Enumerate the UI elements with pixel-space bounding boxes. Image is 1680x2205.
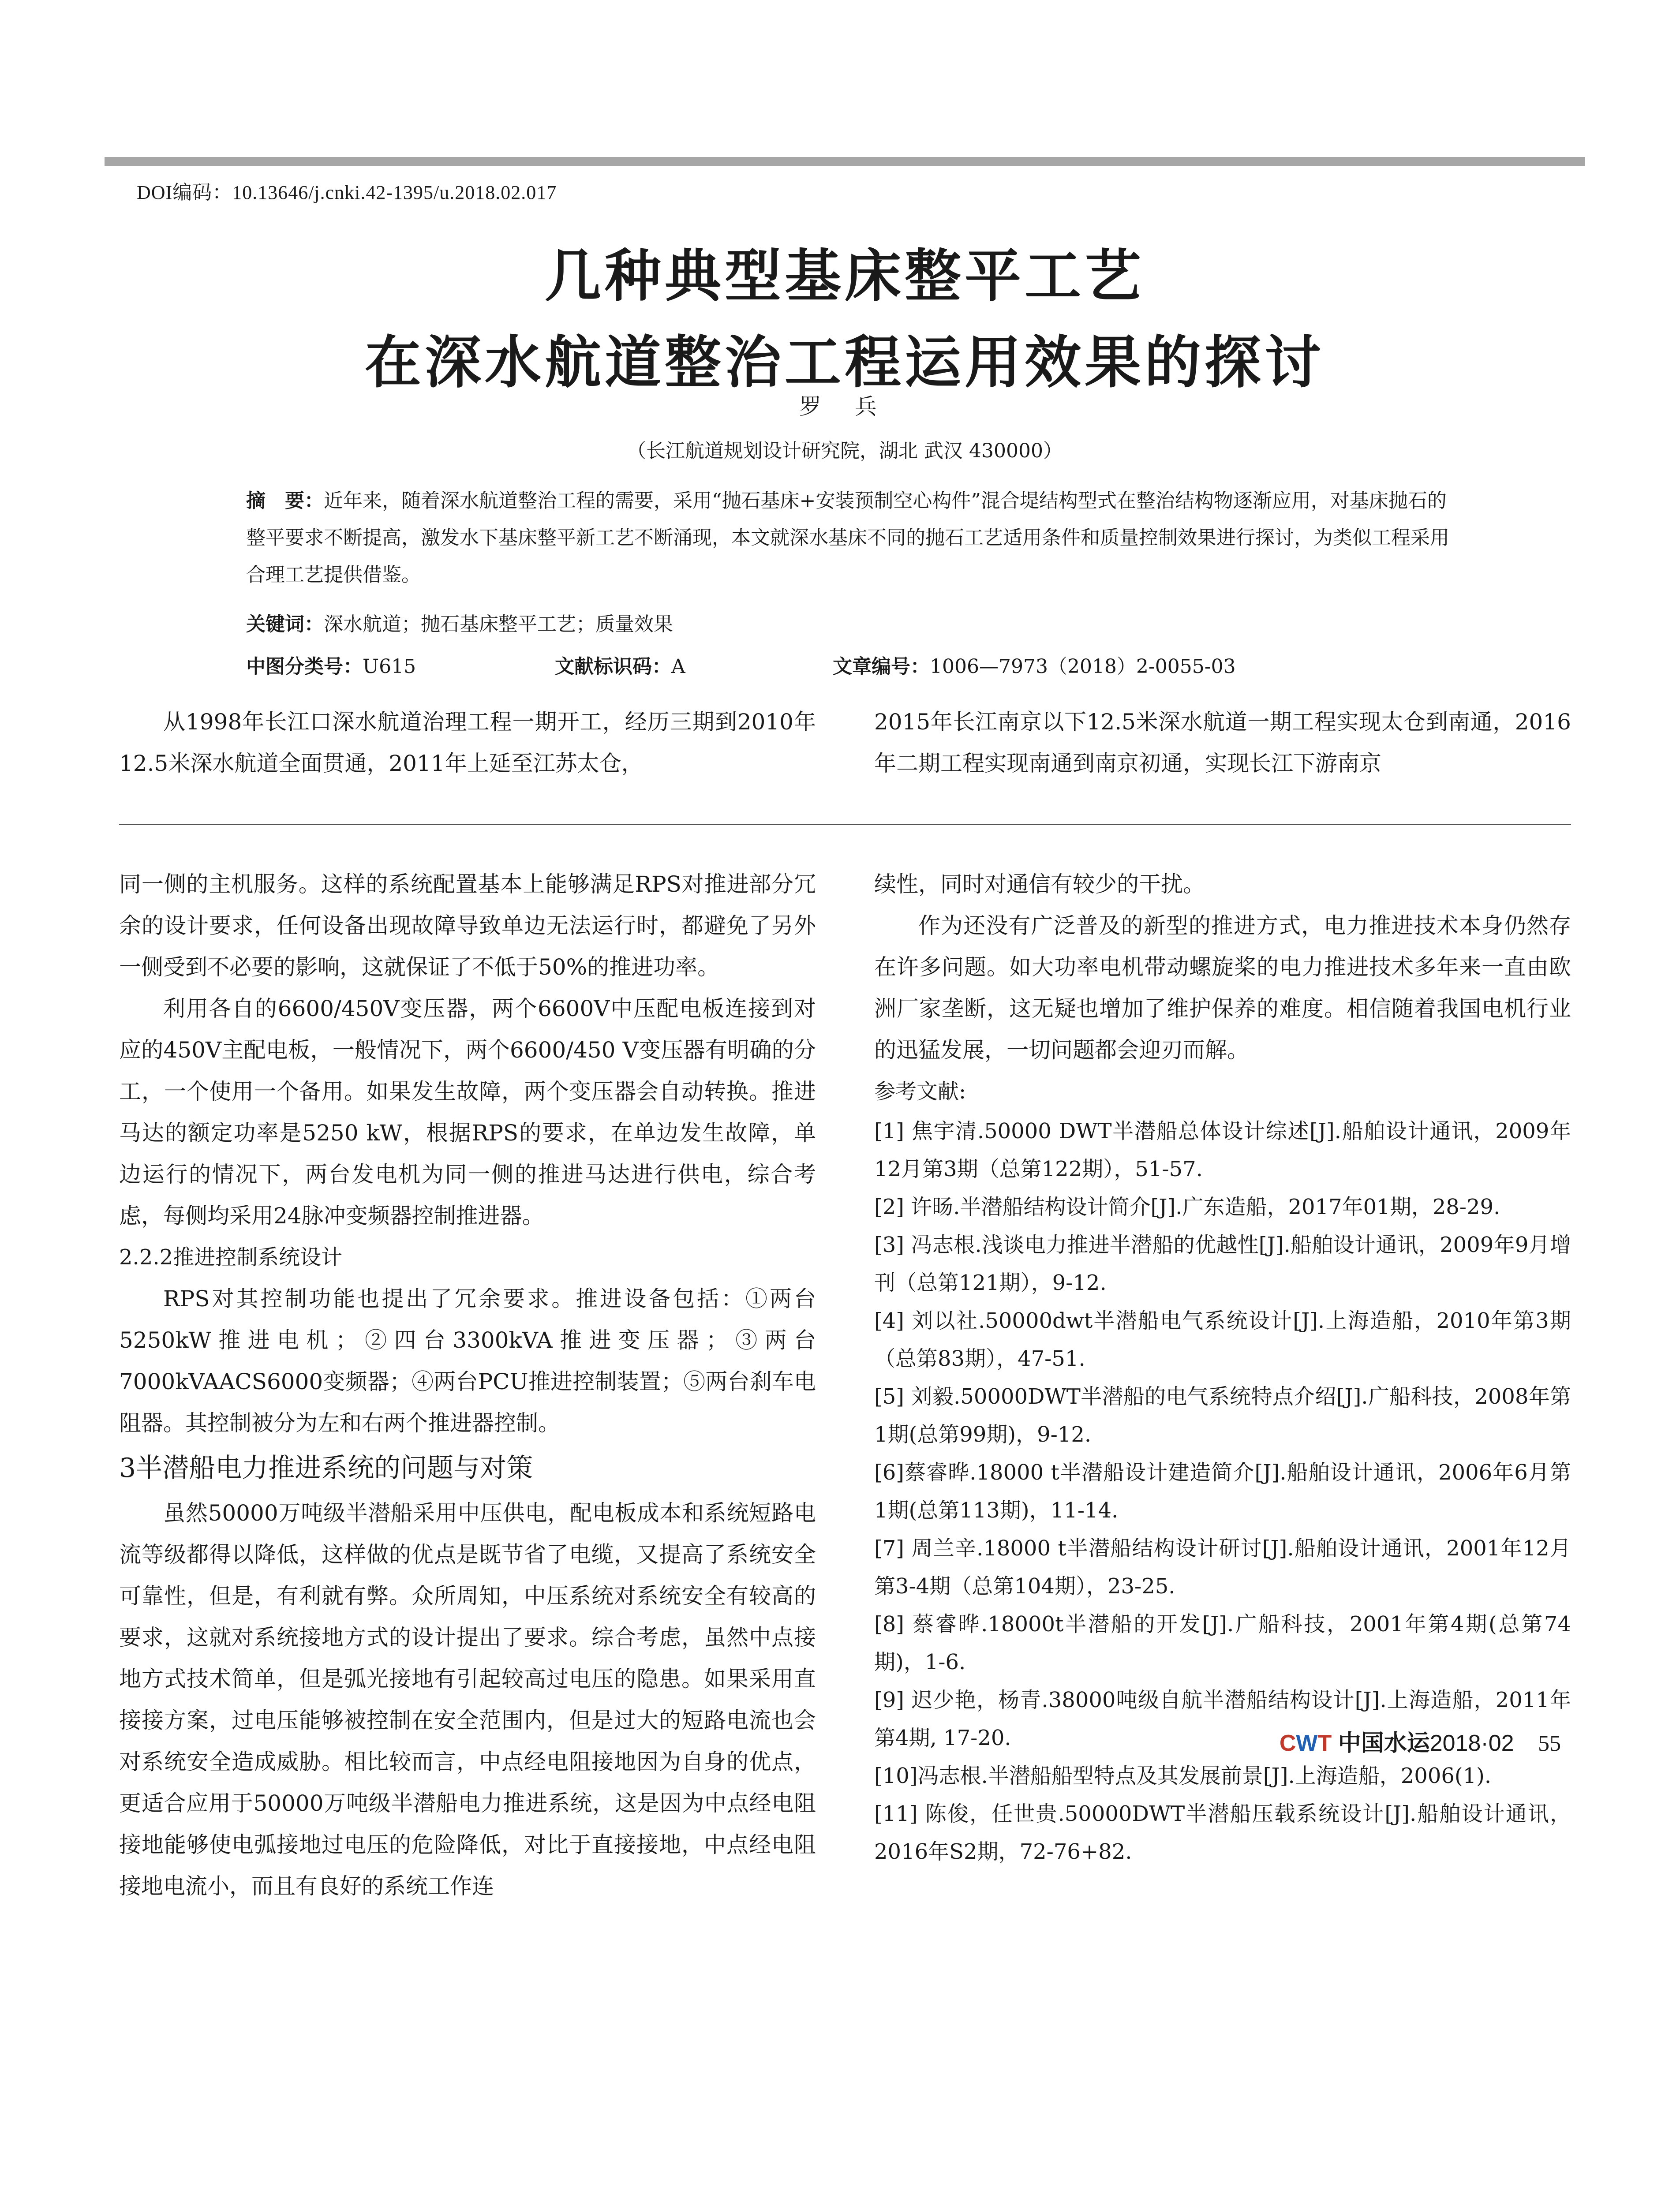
paragraph: 作为还没有广泛普及的新型的推进方式，电力推进技术本身仍然存在许多问题。如大功率电机带动螺旋桨的电力推进技术多年来一直由欧洲厂家垄断，这无疑也增加了维护保养的难度。相信随着我国电机行业的迅猛发展，一切问题都会迎刃而解。 [874,913,1571,1063]
clc-code [246,648,416,685]
paragraph: 虽然50000万吨级半潜船采用中压供电，配电板成本和系统短路电流等级都得以降低，这样做的优点是既节省了电缆，又提高了系统安全可靠性，但是，有利就有弊。众所周知，中压系统对系统安全有较高的要求，这就对系统接地方式的设计提出了要求。综合考虑，虽然中点接地方式技术简单，但是弧光接地有引起较高过电压的隐患。如果采用直接接方案，过电压能够被控制在安全范围内，但是过大的短路电流也会对系统安全造成威胁。相比较而言，中点经电阻接地因为自身的优点，更适合应用于50000万吨级半潜船电力推进系统，这是因为中点经电阻接地能够使电弧接地过电压的危险降低，对比于直接接地，中点经电阻接地电流小，而且有良好的系统工作连 [119,1500,816,1899]
issue-number: 2018·02 [1429,1730,1514,1756]
body-left-column [119,863,816,1907]
doc-value: A [671,655,685,678]
art-label: 文章编号： [833,655,930,678]
journal-logo [1280,1730,1332,1756]
body-right-column [874,863,1571,1871]
journal-name: 中国水运 [1338,1730,1430,1757]
paragraph: 利用各自的6600/450V变压器，两个6600V中压配电板连接到对应的450V主配电板，一般情况下，两个6600/450 V变压器有明确的分工，一个使用一个备用。如果发生故障，两个变压器会自动转换。推进马达的额定功率是5250 kW，根据RPS的要求，在单边发生故障，单边运行的情况下，两台发电机为同一侧的推进马达进行供电，综合考虑，每侧均采用24脉冲变频器控制推进器。 [119,996,816,1229]
paragraph: 同一侧的主机服务。这样的系统配置基本上能够满足RPS对推进部分冗余的设计要求，任何设备出现故障导致单边无法运行时，都避免了另外一侧受到不必要的影响，这就保证了不低于50%的推进功率。 [119,871,816,980]
article-number [833,648,1236,685]
page-number: 55 [1538,1731,1561,1756]
clc-value: U615 [363,655,416,678]
keywords [246,606,1459,643]
paragraph: 续性，同时对通信有较少的干扰。 [874,871,1205,897]
reference-item: [7] 周兰辛.18000 t半潜船结构设计研讨[J].船舶设计通讯，2001年12月第3-4期（总第104期），23-25. [874,1536,1571,1599]
doc-label: 文献标识码： [555,655,671,678]
classification-row [246,648,1459,685]
logo-c: C [1279,1730,1296,1756]
subsection-heading: 2.2.2推进控制系统设计 [119,1245,343,1270]
reference-item: [3] 冯志根.浅谈电力推进半潜船的优越性[J].船舶设计通讯，2009年9月增刊（总第121期），9-12. [874,1233,1571,1295]
reference-item: [8] 蔡睿晔.18000t半潜船的开发[J].广船科技，2001年第4期(总第74期)，1-6. [874,1612,1571,1674]
logo-w: W [1296,1730,1318,1756]
intro-left [119,701,816,784]
intro-left-text: 从1998年长江口深水航道治理工程一期开工，经历三期到2010年12.5米深水航道全面贯通，2011年上延至江苏太仓， [119,709,816,776]
reference-item: [2] 许旸.半潜船结构设计简介[J].广东造船，2017年01期，28-29. [874,1195,1500,1219]
section-divider [119,824,1571,825]
reference-item: [1] 焦宇清.50000 DWT半潜船总体设计综述[J].船舶设计通讯，2009年12月第3期（总第122期），51-57. [874,1119,1571,1181]
abstract-text: 近年来，随着深水航道整治工程的需要，采用“抛石基床+安装预制空心构件”混合堤结构型式在整治结构物逐渐应用，对基床抛石的整平要求不断提高，激发水下基床整平新工艺不断涌现，本文就深水基床不同的抛石工艺适用条件和质量控制效果进行探讨，为类似工程采用合理工艺提供借鉴。 [246,490,1449,586]
keywords-label: 关键词： [246,613,324,635]
paragraph: RPS对其控制功能也提出了冗余要求。推进设备包括：①两台5250kW推进电机；②四台3300kVA推进变压器；③两台7000kVAACS6000变频器；④两台PCU推进控制装置；⑤两台刹车电阻器。其控制被分为左和右两个推进器控制。 [119,1286,816,1436]
reference-item: [11] 陈俊，任世贵.50000DWT半潜船压载系统设计[J].船舶设计通讯，2016年S2期，72-76+82. [874,1801,1571,1864]
reference-item: [9] 迟少艳，杨青.38000吨级自航半潜船结构设计[J].上海造船，2011年第4期, 17-20. [874,1688,1571,1750]
section-heading: 3半潜船电力推进系统的问题与对策 [119,1453,533,1484]
reference-item: [10]冯志根.半潜船船型特点及其发展前景[J].上海造船，2006(1). [874,1764,1492,1788]
logo-t: T [1317,1730,1332,1756]
clc-label: 中图分类号： [246,655,363,678]
intro-right [874,701,1571,784]
article-title [105,233,1585,406]
abstract-label: 摘 要： [246,490,324,512]
art-value: 1006—7973（2018）2-0055-03 [930,655,1236,678]
reference-item: [5] 刘毅.50000DWT半潜船的电气系统特点介绍[J].广船科技，2008年第1期(总第99期)，9-12. [874,1384,1571,1447]
reference-item: [6]蔡睿晔.18000 t半潜船设计建造简介[J].船舶设计通讯，2006年6月第1期(总第113期)，11-14. [874,1460,1571,1523]
title-line-2: 在深水航道整治工程运用效果的探讨 [364,329,1325,396]
doc-code [555,648,685,685]
intro-right-text: 2015年长江南京以下12.5米深水航道一期工程实现太仓到南通，2016年二期工程实现南通到南京初通，实现长江下游南京 [874,709,1571,776]
affiliation: （长江航道规划设计研究院，湖北 武汉 430000） [627,440,1063,462]
reference-item: [4] 刘以社.50000dwt半潜船电气系统设计[J].上海造船，2010年第3期（总第83期），47-51. [874,1308,1571,1371]
header-rule [105,157,1585,166]
doi-line: DOI编码：10.13646/j.cnki.42-1395/u.2018.02.017 [137,182,557,203]
author: 罗 兵 [799,394,890,419]
page-footer [1280,1724,1561,1757]
references-heading: 参考文献: [874,1079,966,1104]
abstract [246,482,1459,594]
keywords-text: 深水航道；抛石基床整平工艺；质量效果 [324,613,673,635]
title-line-1: 几种典型基床整平工艺 [544,243,1145,309]
